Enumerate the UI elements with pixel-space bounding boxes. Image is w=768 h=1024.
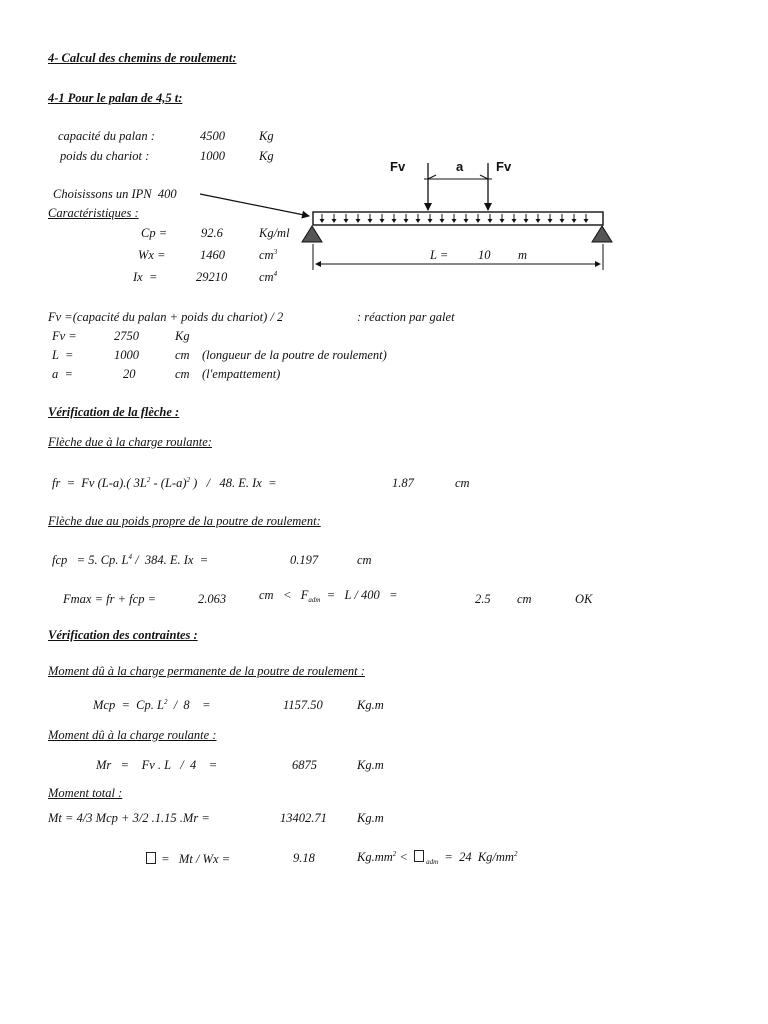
fv-label: Fv = — [52, 329, 77, 343]
sigma-formula: = Mt / Wx = — [146, 852, 230, 866]
right-support — [592, 226, 612, 242]
fr-unit: cm — [455, 476, 470, 490]
l-row-label: L = — [52, 348, 74, 362]
fadm-comparison: cm < $F_{adm} = L / 400$ = — [259, 588, 398, 604]
wx-value: 1460 — [200, 248, 225, 262]
l-row-note: (longueur de la poutre de roulement) — [202, 348, 387, 362]
section-subtitle: 4-1 Pour le palan de 4,5 t: — [48, 91, 183, 105]
capacity-unit: Kg — [259, 129, 274, 143]
fv-formula: Fv =(capacité du palan + poids du chariot) / 2 — [48, 310, 284, 324]
sigma-symbol-icon — [146, 852, 156, 864]
a-row-note: (l'empattement) — [202, 367, 281, 381]
a-label: a — [456, 159, 464, 174]
chariot-value: 1000 — [200, 149, 225, 163]
ix-value: 29210 — [196, 270, 228, 284]
fv-value: 2750 — [114, 329, 139, 343]
fr-value: 1.87 — [392, 476, 414, 490]
fleche-title: Vérification de la flèche : — [48, 405, 180, 419]
fadm-value: 2.5 — [475, 592, 491, 606]
fcp-value: 0.197 — [290, 553, 319, 567]
fv-unit: Kg — [175, 329, 190, 343]
fcp-formula: fcp = 5. Cp. $L^4 / 384$. E. Ix = — [52, 553, 209, 567]
l-row-unit: cm — [175, 348, 190, 362]
sigma-adm-symbol-icon — [414, 850, 424, 862]
fadm-unit: cm — [517, 592, 532, 606]
mcp-value: 1157.50 — [283, 698, 323, 712]
fr-formula: fr = Fv (L-a).( $3L^2 - (L-a)^2$ ) / 48. E. Ix = — [52, 476, 277, 490]
l-unit: m — [518, 248, 528, 262]
fleche-roulante-label: Flèche due à la charge roulante: — [48, 435, 212, 449]
cp-label: Cp = — [141, 226, 168, 240]
mt-formula: Mt = 4/3 Mcp + 3/2 .1.15 .Mr = — [48, 811, 210, 825]
section-title: 4- Calcul des chemins de roulement: — [48, 51, 237, 65]
cp-value: 92.6 — [201, 226, 223, 240]
ix-label: Ix = — [133, 270, 158, 284]
fcp-unit: cm — [357, 553, 372, 567]
capacity-label: capacité du palan : — [58, 129, 155, 143]
l-value: 10 — [478, 248, 491, 262]
ok-label: OK — [575, 592, 593, 606]
ix-unit: $cm^4$ — [259, 270, 278, 284]
fv-left-label: Fv — [390, 159, 406, 174]
mr-value: 6875 — [292, 758, 317, 772]
beam — [313, 212, 603, 225]
left-support — [302, 226, 322, 242]
a-row-label: a = — [52, 367, 73, 381]
a-row-value: 20 — [123, 367, 136, 381]
fv-right-label: Fv — [496, 159, 512, 174]
mt-value: 13402.71 — [280, 811, 327, 825]
mcp-formula: Mcp = Cp. $L^2 / 8$ = — [93, 698, 211, 712]
mcp-unit: Kg.m — [357, 698, 384, 712]
l-row-value: 1000 — [114, 348, 139, 362]
mr-formula: Mr = Fv . L / 4 = — [96, 758, 218, 772]
cp-unit: Kg/ml — [259, 226, 290, 240]
chariot-label: poids du chariot : — [60, 149, 150, 163]
mr-unit: Kg.m — [357, 758, 384, 772]
a-row-unit: cm — [175, 367, 190, 381]
fv-formula-note: : réaction par galet — [357, 310, 455, 324]
fleche-poids-label: Flèche due au poids propre de la poutre de roulement: — [48, 514, 321, 528]
wx-label: Wx = — [138, 248, 166, 262]
capacity-value: 4500 — [200, 129, 225, 143]
fmax-formula: Fmax = fr + fcp = — [63, 592, 156, 606]
chariot-unit: Kg — [259, 149, 274, 163]
wx-unit: $cm^3$ — [259, 248, 278, 262]
sigma-value: 9.18 — [293, 851, 315, 865]
mt-unit: Kg.m — [357, 811, 384, 825]
l-label: L = — [430, 248, 449, 262]
mt-label: Moment total : — [48, 786, 123, 800]
fmax-value: 2.063 — [198, 592, 227, 606]
ipn-pointer-arrow — [200, 194, 309, 216]
sigma-comparison: $Kg.mm^2 < _{adm} = 24$ $Kg/mm^2$ — [357, 850, 518, 866]
mcp-label: Moment dû à la charge permanente de la poutre de roulement : — [48, 664, 365, 678]
contraintes-title: Vérification des contraintes : — [48, 628, 198, 642]
choose-ipn-label: Choisissons un IPN 400 — [53, 187, 177, 201]
characteristics-label: Caractéristiques : — [48, 206, 139, 220]
mr-label: Moment dû à la charge roulante : — [48, 728, 217, 742]
